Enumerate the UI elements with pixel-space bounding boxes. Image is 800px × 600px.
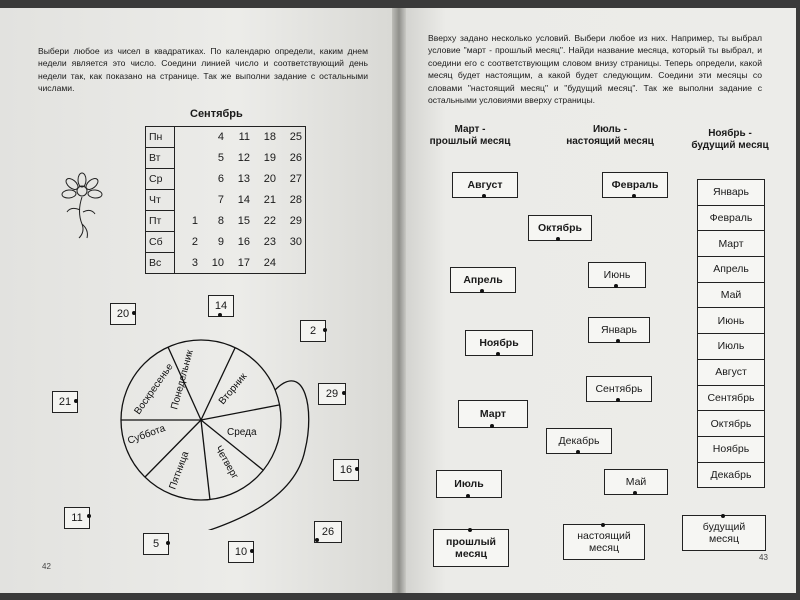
connector-dot — [355, 467, 359, 471]
calendar-cell: 16 — [237, 236, 250, 248]
month-box[interactable]: Май — [604, 469, 668, 495]
present-month-label[interactable] — [563, 524, 645, 560]
calendar-cell: 10 — [211, 256, 224, 269]
calendar-cell: 24 — [263, 256, 276, 269]
connector-dot — [342, 391, 346, 395]
connector-dot — [614, 284, 618, 288]
calendar-cell: 26 — [289, 152, 302, 164]
calendar-cell: 28 — [289, 194, 302, 206]
condition-header — [555, 124, 665, 148]
connector-dot — [250, 549, 254, 553]
month-list-item[interactable]: Декабрь — [698, 463, 764, 488]
label-line: настоящий — [577, 530, 631, 542]
calendar-cell: 20 — [263, 173, 276, 185]
month-box[interactable]: Февраль — [602, 172, 668, 198]
connector-dot — [466, 494, 470, 498]
month-list-stack — [697, 179, 765, 488]
calendar-cell: 8 — [217, 215, 224, 227]
month-list-item[interactable]: Сентябрь — [698, 386, 764, 412]
wheel-day-saturday: Суббота — [126, 423, 167, 447]
calendar-cell — [279, 253, 306, 274]
connector-dot — [633, 491, 637, 495]
connector-dot — [556, 237, 560, 241]
wheel-day-friday: Пятница — [167, 450, 192, 492]
past-month-label[interactable] — [433, 529, 509, 567]
calendar-cell: 11 — [238, 131, 250, 144]
calendar-table — [145, 126, 306, 274]
calendar-cell: 2 — [191, 236, 198, 248]
month-box[interactable]: Октябрь — [528, 215, 592, 241]
month-list-item[interactable]: Январь — [698, 180, 764, 206]
wheel-day-sunday: Воскресенье — [132, 361, 176, 417]
calendar-cell: 15 — [237, 215, 250, 227]
label-line: месяц — [588, 542, 619, 554]
connector-dot — [616, 398, 620, 402]
month-box[interactable]: Декабрь — [546, 428, 612, 454]
header-line: будущий месяц — [691, 140, 769, 151]
number-box[interactable]: 2 — [300, 320, 326, 342]
calendar-day: Пт — [146, 211, 175, 232]
calendar-cell: 5 — [217, 152, 224, 164]
connector-dot — [132, 311, 136, 315]
calendar-cell: 18 — [263, 131, 276, 144]
calendar-cell: 27 — [289, 173, 302, 185]
calendar-day: Вт — [146, 148, 175, 169]
calendar-cell: 22 — [263, 215, 276, 227]
calendar-cell: 30 — [289, 236, 302, 248]
page-number-left: 42 — [42, 562, 51, 571]
calendar-day: Пн — [146, 127, 175, 148]
calendar-cell — [175, 148, 202, 169]
calendar-cell: 6 — [217, 173, 224, 185]
calendar-cell: 17 — [237, 256, 250, 269]
header-line: Март - — [454, 124, 486, 135]
condition-header — [675, 128, 785, 152]
month-box[interactable]: Ноябрь — [465, 330, 533, 356]
calendar-day: Чт — [146, 190, 175, 211]
calendar-cell: 7 — [217, 194, 224, 206]
calendar-cell: 14 — [237, 194, 250, 206]
label-line: месяц — [455, 548, 487, 560]
calendar-cell: 12 — [237, 152, 250, 164]
connector-dot — [490, 424, 494, 428]
condition-header — [420, 124, 520, 148]
month-list-item[interactable]: Август — [698, 360, 764, 386]
calendar-cell: 21 — [263, 194, 276, 206]
header-line: Июль - — [592, 124, 628, 135]
calendar-cell: 4 — [217, 131, 224, 144]
calendar-cell: 13 — [237, 173, 250, 185]
month-list-item[interactable]: Октябрь — [698, 411, 764, 437]
month-list-item[interactable]: Май — [698, 283, 764, 309]
wheel-day-tuesday: Вторник — [216, 371, 250, 407]
number-box[interactable]: 29 — [318, 383, 346, 405]
month-box[interactable]: Июль — [436, 470, 502, 498]
number-box[interactable]: 10 — [228, 541, 254, 563]
calendar-row — [146, 169, 306, 190]
connector-dot — [632, 194, 636, 198]
calendar-cell: 1 — [191, 215, 198, 227]
connector-dot — [601, 523, 605, 527]
right-instructions: Вверху задано несколько условий. Выбери любое из них. Например, ты выбрал условие "март - прошлый месяц". Найди название месяца, который ты выбрал, и соедини его с соответствующим словом внизу страницы. Теперь определи, какой месяц будет настоящим, а какой будет следующим. Соедини эти месяцы со словами "настоящий месяц" и "будущий месяц". Так же выполни задание с остальными условиями вверху страницы. — [428, 33, 762, 106]
calendar-cell: 25 — [289, 131, 302, 144]
connector-dot — [576, 450, 580, 454]
month-list-item[interactable]: Март — [698, 231, 764, 257]
calendar-row — [146, 127, 306, 148]
connector-dot — [616, 339, 620, 343]
calendar-cell: 9 — [217, 236, 224, 248]
wheel-day-monday: Понедельник — [169, 348, 196, 411]
month-box[interactable]: Апрель — [450, 267, 516, 293]
label-line: прошлый — [445, 536, 496, 548]
connector-dot — [468, 528, 472, 532]
calendar-row — [146, 211, 306, 232]
calendar-title: Сентябрь — [190, 108, 243, 120]
connector-dot — [315, 538, 319, 542]
header-line: прошлый месяц — [429, 136, 511, 147]
calendar-cell — [175, 190, 202, 211]
calendar-cell: 29 — [289, 215, 302, 227]
number-box[interactable]: 11 — [64, 507, 90, 529]
calendar-day: Ср — [146, 169, 175, 190]
flower-illustration — [55, 172, 110, 242]
label-line: будущий — [702, 521, 746, 533]
connector-dot — [496, 352, 500, 356]
month-list-item[interactable]: Февраль — [698, 206, 764, 232]
connector-dot — [323, 328, 327, 332]
connector-dot — [166, 541, 170, 545]
left-instructions: Выбери любое из чисел в квадратиках. По календарю определи, каким днем недели является это число. Соедини линией число и соответствующий день недели так, как показано на странице. Так же выполни задание с остальными числами. — [38, 46, 368, 94]
calendar-cell: 19 — [263, 152, 276, 164]
page-number-right: 43 — [759, 553, 768, 562]
wheel-day-thursday: Четверг — [212, 444, 241, 482]
month-box[interactable]: Январь — [588, 317, 650, 343]
calendar-row — [146, 253, 306, 274]
month-list-item[interactable]: Июль — [698, 334, 764, 360]
month-box[interactable]: Март — [458, 400, 528, 428]
number-box[interactable]: 16 — [333, 459, 359, 481]
connector-dot — [721, 514, 725, 518]
month-box[interactable]: Июнь — [588, 262, 646, 288]
calendar-cell: 3 — [191, 256, 198, 269]
month-box[interactable]: Август — [452, 172, 518, 198]
calendar-cell — [175, 127, 202, 148]
month-list-item[interactable]: Ноябрь — [698, 437, 764, 463]
header-line: настоящий месяц — [566, 136, 654, 147]
connector-dot — [74, 399, 78, 403]
book-gutter — [392, 8, 406, 593]
month-list-item[interactable]: Апрель — [698, 257, 764, 283]
connector-dot — [480, 289, 484, 293]
connector-dot — [218, 313, 222, 317]
number-box[interactable]: 26 — [314, 521, 342, 543]
number-box[interactable]: 21 — [52, 391, 78, 413]
calendar-row — [146, 148, 306, 169]
connector-dot — [482, 194, 486, 198]
calendar-day: Сб — [146, 232, 175, 253]
calendar-cell: 23 — [263, 236, 276, 248]
calendar-row — [146, 190, 306, 211]
wheel-day-wednesday: Среда — [227, 427, 257, 438]
future-month-label[interactable] — [682, 515, 766, 551]
number-box[interactable]: 5 — [143, 533, 169, 555]
calendar-cell — [175, 169, 202, 190]
month-list-item[interactable]: Июнь — [698, 308, 764, 334]
number-box[interactable]: 20 — [110, 303, 136, 325]
label-line: месяц — [708, 533, 739, 545]
connector-dot — [87, 514, 91, 518]
number-box[interactable]: 14 — [208, 295, 234, 317]
calendar-day: Вс — [146, 253, 175, 274]
header-line: Ноябрь - — [708, 128, 752, 139]
month-box[interactable]: Сентябрь — [586, 376, 652, 402]
calendar-row — [146, 232, 306, 253]
weekday-wheel — [115, 320, 315, 530]
